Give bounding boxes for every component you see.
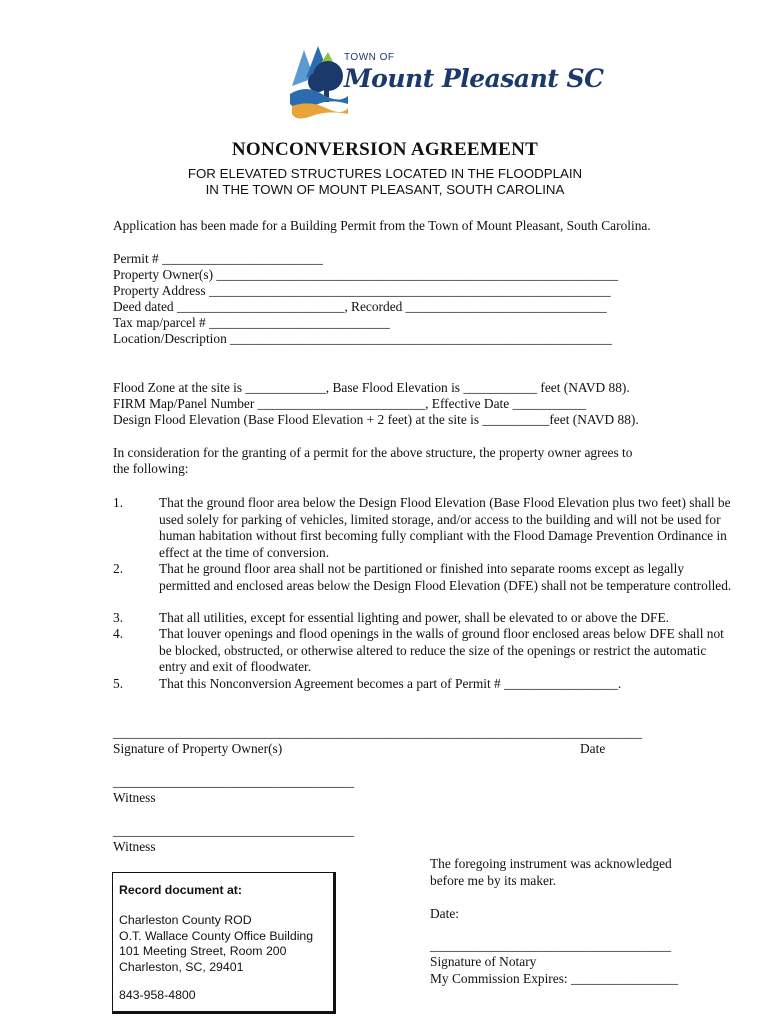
consideration-text-2: the following: xyxy=(113,461,189,476)
owner-signature-line[interactable]: _______________________________________________________________________________ xyxy=(113,725,642,740)
witness-1-label: Witness xyxy=(113,790,156,805)
list-item: That all utilities, except for essential lighting and power, shall be elevated to or above the DFE. xyxy=(159,610,670,625)
property-owner-field[interactable]: Property Owner(s) ____________________________________________________________ xyxy=(113,267,619,282)
notary-ack-2: before me by its maker. xyxy=(430,873,557,888)
design-flood-elevation-field[interactable]: Design Flood Elevation (Base Flood Elevation + 2 feet) at the site is __________feet (NAVD 88). xyxy=(113,412,639,427)
item-number: 3. xyxy=(113,610,124,625)
palm-tree-wave-icon xyxy=(288,42,348,120)
tax-map-field[interactable]: Tax map/parcel # ___________________________ xyxy=(113,315,390,330)
record-address-line: Charleston, SC, 29401 xyxy=(119,959,244,974)
intro-text: Application has been made for a Building Permit from the Town of Mount Pleasant, South Carolina. xyxy=(113,218,651,233)
date-label: Date xyxy=(580,741,606,756)
location-field[interactable]: Location/Description _________________________________________________________ xyxy=(113,331,612,346)
notary-commission-expires[interactable]: My Commission Expires: ________________ xyxy=(430,971,679,986)
witness-1-line[interactable]: ____________________________________ xyxy=(113,774,355,789)
consideration-text-1: In consideration for the granting of a permit for the above structure, the property owner agrees to xyxy=(113,445,633,460)
logo-town-of: TOWN OF xyxy=(344,52,395,63)
deed-field[interactable]: Deed dated _________________________, Recorded ______________________________ xyxy=(113,299,607,314)
list-item: That louver openings and flood openings in the walls of ground floor enclosed areas below DFE shall not be blocked, obstructed, or otherwise altered to reduce the size of the openings or restrict the automatic entry and exit of floodwater. xyxy=(159,626,724,674)
item-number: 1. xyxy=(113,495,124,510)
owner-signature-label: Signature of Property Owner(s) xyxy=(113,741,283,756)
notary-ack-1: The foregoing instrument was acknowledged xyxy=(430,856,672,871)
record-address-line: 101 Meeting Street, Room 200 xyxy=(119,944,287,958)
subtitle-line-2: IN THE TOWN OF MOUNT PLEASANT, SOUTH CAROLINA xyxy=(205,182,565,197)
logo-wordmark: Mount Pleasant SC xyxy=(344,64,604,93)
property-address-field[interactable]: Property Address ____________________________________________________________ xyxy=(113,283,611,298)
firm-panel-field[interactable]: FIRM Map/Panel Number _________________________, Effective Date ___________ xyxy=(113,396,587,411)
flood-zone-field[interactable]: Flood Zone at the site is ____________, Base Flood Elevation is ___________ feet (NAVD 88). xyxy=(113,380,630,395)
notary-signature-line[interactable]: ____________________________________ xyxy=(430,938,672,953)
item-number: 4. xyxy=(113,626,124,641)
record-document-box xyxy=(112,872,336,1014)
record-address-line: Charleston County ROD xyxy=(119,913,252,927)
list-item: That the ground floor area below the Design Flood Elevation (Base Flood Elevation plus two feet) shall be used solely for parking of vehicles, limited storage, and/or access to the building and will not be used for human habitation without first becoming fully compliant with the Flood Damage Prevention Ordinance in effect at the time of conversion. xyxy=(159,495,731,560)
item-number: 5. xyxy=(113,676,124,691)
document-title: NONCONVERSION AGREEMENT xyxy=(231,139,539,160)
record-address xyxy=(119,913,313,975)
item-number: 2. xyxy=(113,561,124,576)
permit-field[interactable]: Permit # ________________________ xyxy=(113,251,323,266)
subtitle-line-1: FOR ELEVATED STRUCTURES LOCATED IN THE FLOODPLAIN xyxy=(187,166,583,181)
notary-signature-label: Signature of Notary xyxy=(430,954,537,969)
list-item[interactable]: That this Nonconversion Agreement becomes a part of Permit # _________________. xyxy=(159,676,622,691)
record-phone: 843-958-4800 xyxy=(119,988,196,1002)
witness-2-label: Witness xyxy=(113,839,156,854)
notary-date-label: Date: xyxy=(430,906,459,921)
record-heading: Record document at: xyxy=(119,883,242,897)
list-item: That he ground floor area shall not be partitioned or finished into separate rooms except as legally permitted and enclosed areas below the Design Flood Elevation (DFE) shall not be temperature controlled. xyxy=(159,561,732,593)
record-address-line: O.T. Wallace County Office Building xyxy=(119,928,314,943)
witness-2-line[interactable]: ____________________________________ xyxy=(113,823,355,838)
